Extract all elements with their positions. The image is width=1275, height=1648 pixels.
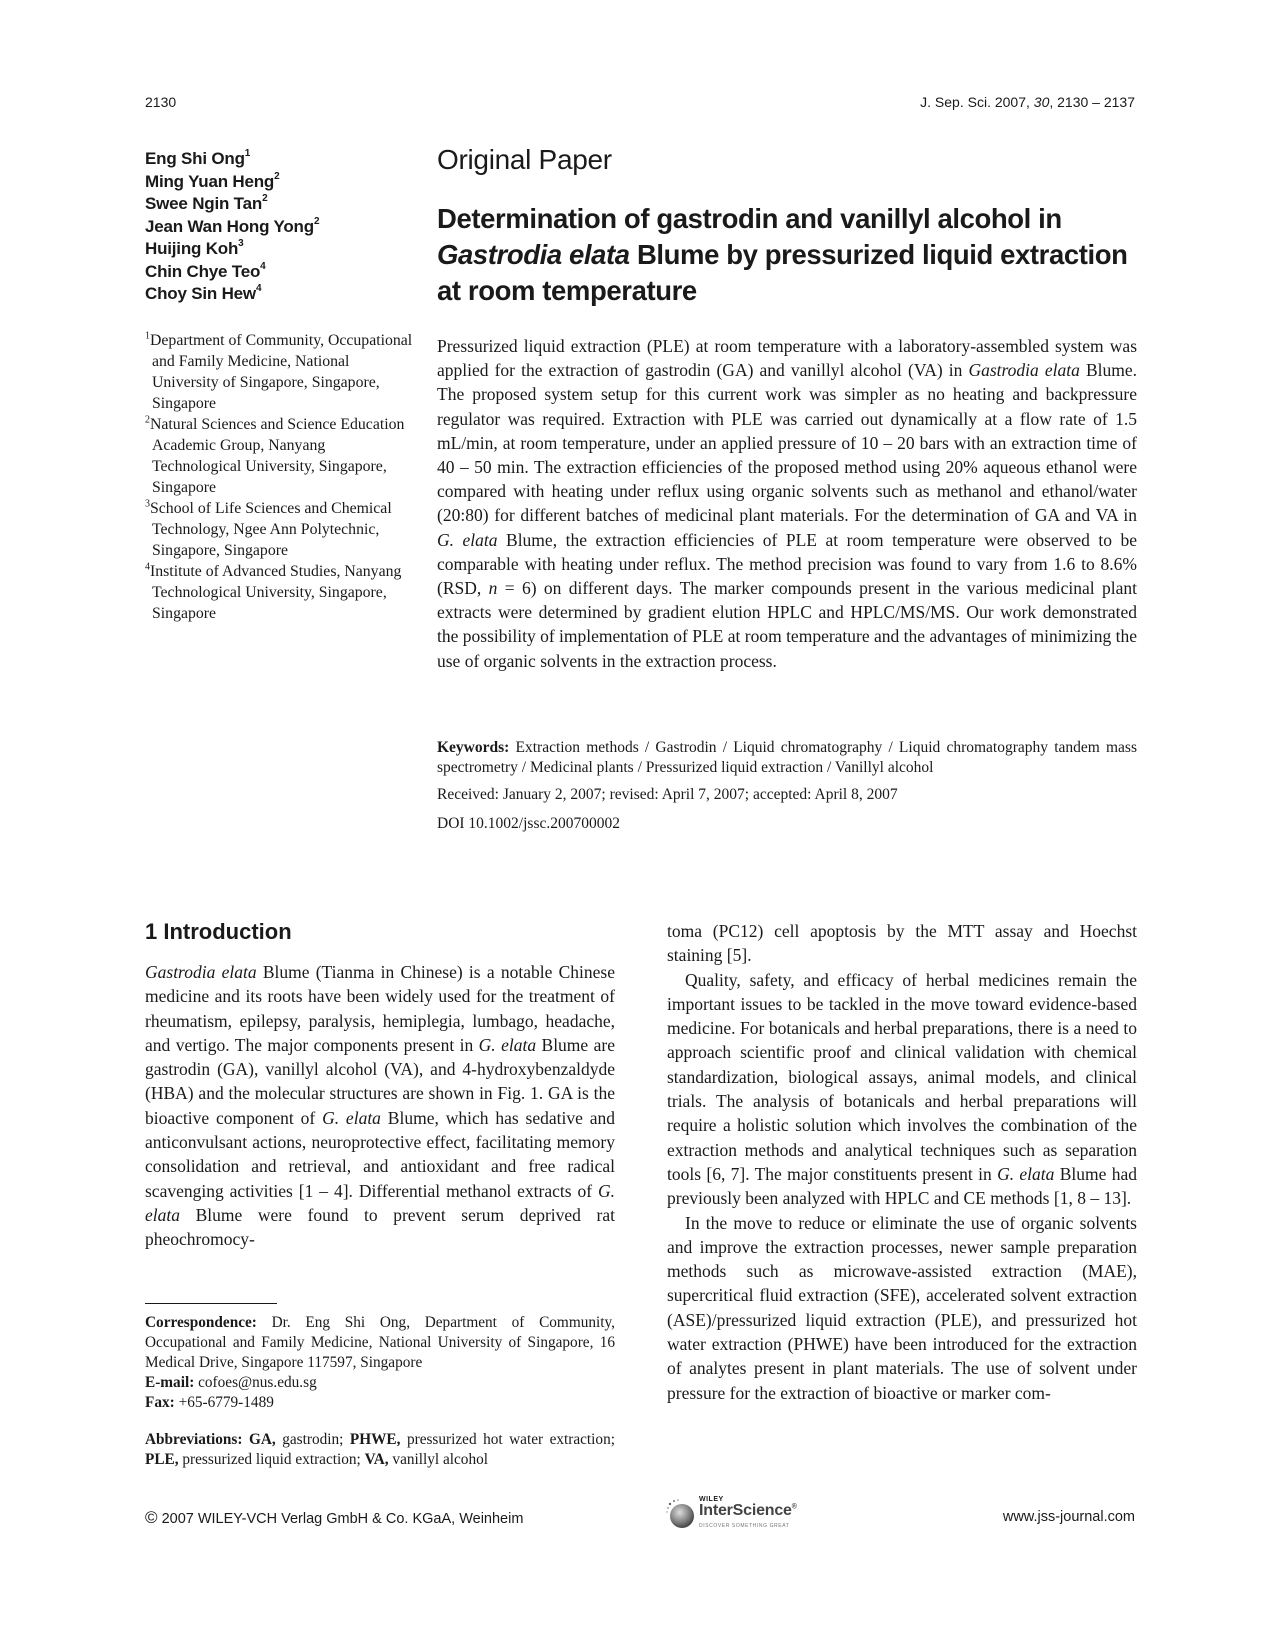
- abbreviation-definition: vanillyl alcohol: [388, 1451, 489, 1468]
- abstract: [437, 334, 1137, 673]
- abbreviation-definition: pressurized liquid extraction;: [178, 1451, 365, 1468]
- affiliation-number: 4: [145, 561, 150, 573]
- author-affiliation-marker: 2: [313, 215, 320, 227]
- affiliation-number: 2: [145, 414, 150, 426]
- correspondence-footnote: [145, 1313, 615, 1413]
- title-part-1: Determination of gastrodin and vanillyl alcohol in: [437, 203, 1062, 234]
- intro-species: G. elata: [145, 1180, 615, 1225]
- author-name-text: Chin Chye Teo: [145, 261, 261, 281]
- abstract-species: Gastrodia elata: [968, 360, 1080, 381]
- copyright-text: 2007 WILEY-VCH Verlag GmbH & Co. KGaA, Weinheim: [161, 1511, 524, 1527]
- affiliation-number: 3: [145, 498, 150, 510]
- copyright-notice: [145, 1508, 523, 1528]
- abbreviation-term: GA,: [248, 1431, 276, 1448]
- affiliation: [145, 498, 413, 561]
- keywords-label: Keywords:: [437, 739, 510, 756]
- abbreviation-definition: gastrodin;: [275, 1431, 350, 1448]
- interscience-globe-icon: [665, 1497, 695, 1531]
- journal-url[interactable]: www.jss-journal.com: [1002, 1509, 1135, 1525]
- page-number: 2130: [145, 94, 177, 110]
- footnote-divider: [145, 1303, 277, 1304]
- correspondence-fax: [145, 1393, 615, 1413]
- logo-interscience-word: InterScience: [699, 1502, 792, 1519]
- abstract-n: n: [488, 578, 498, 599]
- abbreviations-label: Abbreviations:: [145, 1431, 243, 1448]
- correspondence-address: [145, 1313, 615, 1373]
- abbreviation-definition: pressurized hot water extraction;: [400, 1431, 615, 1448]
- author-name: [145, 171, 395, 194]
- abstract-text: Pressurized liquid extraction (PLE) at room temperature with a laboratory-assembled system was applied for the extraction of gastrodin (GA) and vanillyl alcohol (VA) in: [437, 336, 1137, 381]
- fax-number: +65-6779-1489: [174, 1394, 274, 1411]
- author-affiliation-marker: 2: [262, 193, 268, 205]
- intro-species: G. elata: [322, 1107, 381, 1128]
- affiliation-number: 1: [145, 330, 150, 342]
- abbreviation-term: PHWE,: [349, 1431, 401, 1448]
- logo-tagline: DISCOVER SOMETHING GREAT: [699, 1523, 790, 1529]
- abstract-text: Blume, the extraction efficiencies of PLE at room temperature were observed to be comparable with heating under reflux. The method precision was found to vary from 1.6 to 8.6% (RSD,: [437, 529, 1137, 599]
- author-name-text: Jean Wan Hong Yong: [145, 216, 314, 236]
- introduction-right-column: [667, 919, 1137, 1405]
- logo-interscience-text: [699, 1502, 797, 1520]
- intro-paragraph: [667, 968, 1137, 1211]
- author-affiliation-marker: 4: [255, 283, 262, 295]
- keywords-text: Extraction methods / Gastrodin / Liquid chromatography / Liquid chromatography tandem mass spectrometry / Medicinal plants / Pressurized liquid extraction / Vanillyl alcohol: [437, 739, 1137, 776]
- intro-text: Blume were found to prevent serum deprived rat pheochromocy-: [145, 1204, 615, 1250]
- author-name-text: Choy Sin Hew: [145, 284, 256, 303]
- affiliation-text: Natural Sciences and Science Education Academic Group, Nanyang Technological University, Singapore, Singapore: [150, 416, 405, 496]
- intro-paragraph: In the move to reduce or eliminate the use of organic solvents and improve the extraction processes, newer sample preparation methods such as microwave-assisted extraction (MAE), supercritical fluid extraction (SFE), accelerated solvent extraction (ASE)/pressurized liquid extraction (PLE), and pressurized hot water extraction (PHWE) have been introduced for the extraction of analytes present in plant materials. The use of solvent under pressure for the extraction of bioactive or marker com-: [667, 1212, 1137, 1403]
- affiliation: [145, 414, 413, 498]
- author-name: [145, 283, 395, 306]
- affiliation: [145, 561, 413, 624]
- citation-pages: , 2130 – 2137: [1049, 94, 1135, 110]
- affiliation-text: Department of Community, Occupational and Family Medicine, National University of Singapore, Singapore, Singapore: [150, 332, 413, 412]
- citation-volume: 30: [1033, 94, 1050, 110]
- fax-label: Fax:: [145, 1394, 175, 1411]
- intro-species: G. elata: [478, 1034, 537, 1055]
- correspondence-text: Dr. Eng Shi Ong, Department of Community, Occupational and Family Medicine, National University of Singapore, 16 Medical Drive, Singapore 117597, Singapore: [145, 1314, 615, 1371]
- wiley-interscience-logo: [665, 1496, 815, 1532]
- article-title: [437, 201, 1137, 309]
- abstract-text: = 6) on different days. The marker compounds present in the various medicinal plant extracts were determined by gradient elution HPLC and HPLC/MS/MS. Our work demonstrated the possibility of implementation of PLE at room temperature and the advantages of minimizing the use of organic solvents in the extraction process.: [437, 578, 1138, 671]
- affiliation-list: [145, 330, 413, 624]
- author-name: [145, 193, 395, 216]
- abbreviation-term: VA,: [364, 1451, 389, 1468]
- author-name-text: Swee Ngin Tan: [145, 194, 263, 213]
- abbreviation-term: PLE,: [145, 1451, 179, 1468]
- author-affiliation-marker: 1: [244, 148, 251, 160]
- author-list: [145, 148, 395, 306]
- intro-text: Blume, which has sedative and anticonvulsant actions, neuroprotective effect, facilitating memory consolidation and retrieval, and antioxidant and free radical scavenging activities [1 – 4]. Differential methanol extracts of: [145, 1107, 615, 1201]
- intro-text: Blume are gastrodin (GA), vanillyl alcohol (VA), and 4-hydroxybenzaldyde (HBA) and the molecular structures are shown in Fig. 1. GA is the bioactive component of: [145, 1034, 615, 1128]
- author-affiliation-marker: 3: [238, 238, 244, 250]
- article-type: Original Paper: [437, 144, 612, 175]
- intro-text: Quality, safety, and efficacy of herbal medicines remain the important issues to be tackled in the move toward evidence-based medicine. For botanicals and herbal preparations, there is a need to approach scientific proof and clinical validation with chemical standardization, biological assays, animal models, and clinical trials. The analysis of botanicals and herbal preparations will require a holistic solution which involves the combination of the extraction methods and analytical techniques such as separation tools [6, 7]. The major constituents present in: [667, 969, 1137, 1184]
- doi: DOI 10.1002/jssc.200700002: [437, 815, 620, 832]
- intro-text: Blume had previously been analyzed with HPLC and CE methods [1, 8 – 13].: [667, 1163, 1137, 1209]
- author-name-text: Huijing Koh: [145, 239, 239, 258]
- author-name: [145, 261, 395, 284]
- correspondence-label: Correspondence:: [145, 1314, 257, 1331]
- author-name: [145, 238, 395, 261]
- title-species: Gastrodia elata: [437, 239, 630, 270]
- keywords: [437, 738, 1137, 778]
- section-heading-introduction: 1 Introduction: [145, 919, 292, 944]
- copyright-symbol: ©: [145, 1508, 158, 1527]
- author-affiliation-marker: 4: [260, 260, 266, 272]
- author-name: [145, 216, 395, 239]
- author-name: [145, 148, 395, 171]
- affiliation-text: Institute of Advanced Studies, Nanyang Technological University, Singapore, Singapore: [150, 563, 402, 622]
- affiliation-text: School of Life Sciences and Chemical Technology, Ngee Ann Polytechnic, Singapore, Singapore: [150, 500, 392, 559]
- author-name-text: Ming Yuan Heng: [145, 171, 275, 191]
- intro-species: Gastrodia elata: [145, 962, 257, 982]
- author-name-text: Eng Shi Ong: [145, 149, 245, 168]
- logo-registered-mark: ®: [791, 1503, 797, 1511]
- email-label: E-mail:: [145, 1374, 195, 1391]
- journal-citation: [920, 94, 1135, 110]
- correspondence-email: [145, 1373, 615, 1393]
- email-address: cofoes@nus.edu.sg: [194, 1374, 317, 1391]
- intro-paragraph: toma (PC12) cell apoptosis by the MTT assay and Hoechst staining [5].: [667, 921, 1137, 966]
- citation-prefix: J. Sep. Sci. 2007,: [920, 94, 1034, 110]
- affiliation: [145, 330, 413, 414]
- abstract-species: G. elata: [437, 529, 498, 550]
- abbreviations-footnote: [145, 1430, 615, 1470]
- logo-wiley-text: WILEY: [699, 1496, 724, 1503]
- abstract-text: Blume. The proposed system setup for this current work was simpler as no heating and backpressure regulator was required. Extraction with PLE was carried out dynamically at a flow rate of 1.5 mL/min, at room temperature, under an applied pressure of 10 – 20 bars with an extraction time of 40 – 50 min. The extraction efficiencies of the proposed method using 20% aqueous ethanol were compared with heating under reflux using organic solvents such as methanol and ethanol/water (20:80) for different batches of medicinal plant materials. For the determination of GA and VA in: [437, 360, 1137, 526]
- introduction-left-column: [145, 960, 615, 1252]
- intro-species: G. elata: [997, 1163, 1055, 1184]
- intro-text: Blume (Tianma in Chinese) is a notable Chinese medicine and its roots have been widely used for the treatment of rheumatism, epilepsy, paralysis, hemiplegia, lumbago, headache, and vertigo. The major components present in: [145, 962, 615, 1055]
- title-part-2: Blume by pressurized liquid extraction at room temperature: [437, 239, 1128, 306]
- received-dates: Received: January 2, 2007; revised: April 7, 2007; accepted: April 8, 2007: [437, 786, 898, 803]
- author-affiliation-marker: 2: [274, 170, 280, 182]
